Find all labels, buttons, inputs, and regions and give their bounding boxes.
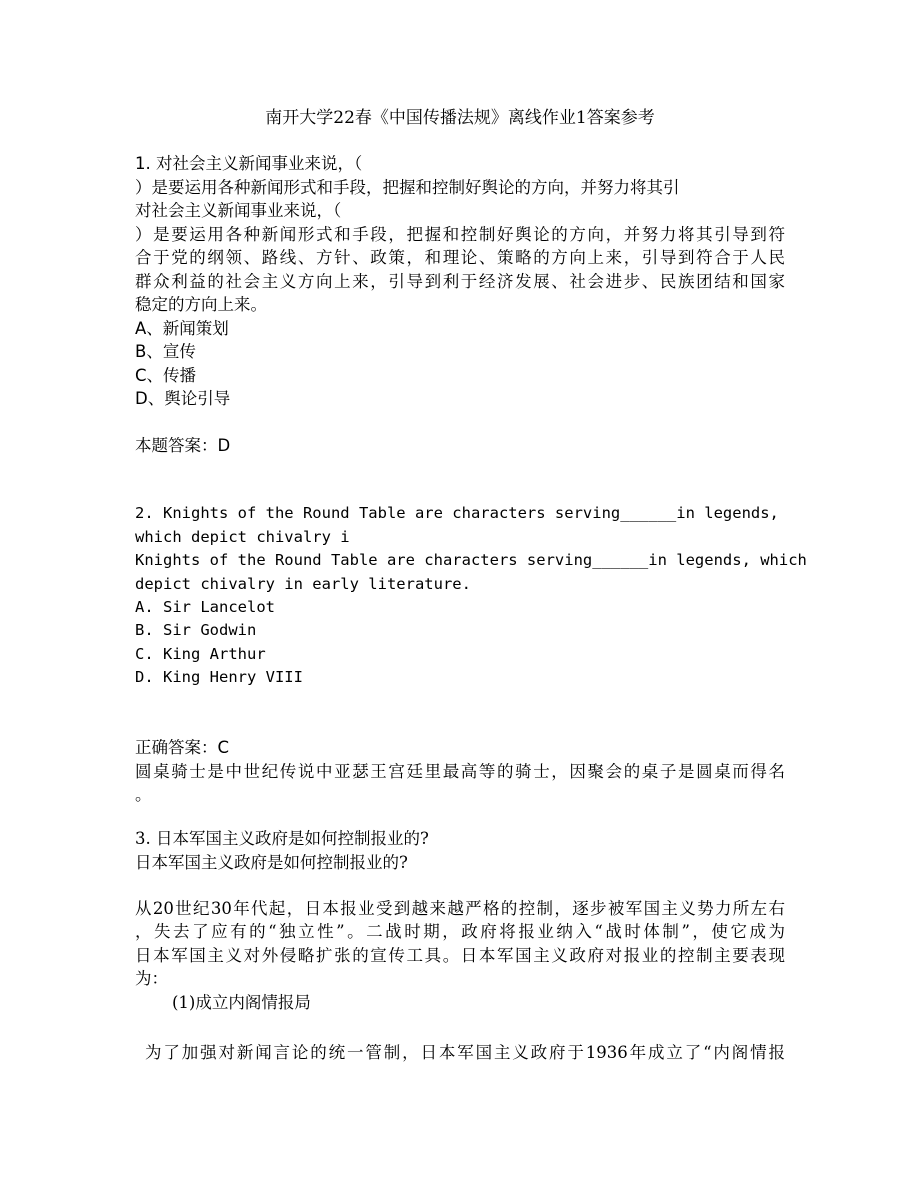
q2-line: which depict chivalry i [135, 528, 350, 546]
q1-line: 稳定的方向上来。 [135, 295, 267, 314]
q2-explanation: 。 [135, 785, 152, 804]
q3-line: 3. 日本军国主义政府是如何控制报业的? [135, 829, 429, 848]
q1-line: 对社会主义新闻事业来说，（ [135, 201, 342, 220]
q1-option-c: C、传播 [135, 366, 197, 385]
q2-option-a: A. Sir Lancelot [135, 598, 275, 616]
q1-line: 群众利益的社会主义方向上来，引导到利于经济发展、社会进步、民族团结和国家 [135, 272, 785, 291]
q1-line: ）是要运用各种新闻形式和手段，把握和控制好舆论的方向，并努力将其引 [135, 178, 680, 197]
q1-line: 1. 对社会主义新闻事业来说，（ [135, 154, 363, 173]
q3-body-line: 日本军国主义对外侵略扩张的宣传工具。日本军国主义政府对报业的控制主要表现 [135, 946, 785, 965]
document-title: 南开大学22春《中国传播法规》离线作业1答案参考 [265, 108, 655, 128]
q3-body-line: ，失去了应有的“独立性”。二战时期，政府将报业纳入“战时体制”，使它成为 [135, 922, 785, 941]
q2-line: Knights of the Round Table are characters serving______in legends, which [135, 551, 807, 569]
q3-paragraph: 为了加强对新闻言论的统一管制，日本军国主义政府于1936年成立了“内阁情报 [145, 1043, 785, 1062]
q2-option-d: D. King Henry VIII [135, 668, 303, 686]
q3-body-line: 为： [135, 969, 168, 988]
q2-line: depict chivalry in early literature. [135, 575, 471, 593]
q1-answer: 本题答案：D [135, 436, 231, 455]
q1-option-a: A、新闻策划 [135, 319, 229, 338]
q2-option-b: B. Sir Godwin [135, 621, 257, 639]
q1-option-d: D、舆论引导 [135, 389, 231, 408]
q2-line: 2. Knights of the Round Table are characters serving______in legends, [135, 504, 779, 522]
q3-subheading: (1)成立内阁情报局 [172, 993, 311, 1012]
q2-answer: 正确答案：C [135, 738, 230, 757]
q1-line: ）是要运用各种新闻形式和手段，把握和控制好舆论的方向，并努力将其引导到符 [135, 225, 785, 244]
q1-line: 合于党的纲领、路线、方针、政策，和理论、策略的方向上来，引导到符合于人民 [135, 248, 785, 267]
q2-explanation: 圆桌骑士是中世纪传说中亚瑟王宫廷里最高等的骑士，因聚会的桌子是圆桌而得名 [135, 762, 785, 781]
q1-option-b: B、宣传 [135, 342, 196, 361]
q2-option-c: C. King Arthur [135, 645, 266, 663]
q3-body-line: 从20世纪30年代起，日本报业受到越来越严格的控制，逐步被军国主义势力所左右 [135, 899, 785, 918]
q3-line: 日本军国主义政府是如何控制报业的? [135, 853, 408, 872]
